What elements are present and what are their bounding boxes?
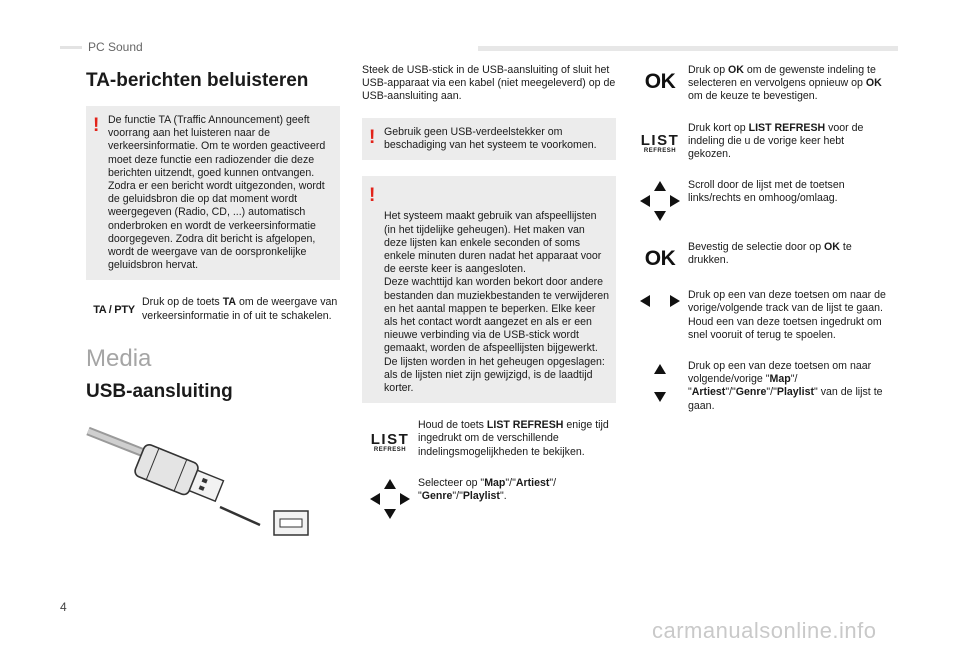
list-refresh-hold-text: Houd de toets LIST REFRESH enige tijd ingedrukt om de verschillende indelingsmogelijkheden te bekijken. [418,419,609,458]
up-down-arrows-icon [632,360,688,404]
scroll-row [632,179,886,223]
warning-exclamation-icon: ! [369,126,376,148]
column-2 [362,64,616,539]
left-right-arrows-icon [632,289,688,309]
left-right-row [632,289,886,342]
four-arrows-icon [632,179,688,223]
list-refresh-short-text: Druk kort op LIST REFRESH voor de indeling die u de vorige keer hebt gekozen. [688,121,864,161]
ok-select-row [632,64,886,104]
header-rule-right [478,46,898,51]
select-row [362,477,616,521]
watermark: carmanualsonline.info [652,618,877,643]
ta-heading: TA-berichten beluisteren [86,70,309,91]
ta-warning-text: De functie TA (Traffic Announcement) geeft voorrang aan het luisteren naar de verkeersinformatie. Om te worden geactiveerd moet deze functie een radiozender die deze berichten uitzendt, goed kunnen ontvangen. Zodra er een bericht wordt uitgezonden, wordt de geluidsbron die op dat moment wordt weergegeven (Radio, CD, ...) automatisch onderbroken en wordt de verkeersinformatie doorgegeven. Zodra dit bericht is afgelopen, wordt de weergave van de oorspronkelijke geluidsbron hervat. [108,114,326,272]
usb-hub-warning-box [362,118,616,160]
list-refresh-short-row [632,122,886,162]
tapty-button-icon: TA / PTY [93,304,135,317]
header-rule-left [60,46,82,49]
ok-select-text: Druk op OK om de gewenste indeling te selecteren en vervolgens opnieuw op OK om de keuze te bevestigen. [688,64,882,103]
playlist-warning-box [362,176,616,403]
confirm-text: Bevestig de selectie door op OK te drukken. [688,241,852,267]
usb-stick-illustration [84,417,324,547]
up-down-row [632,360,886,413]
warning-exclamation-icon: ! [369,185,376,207]
confirm-row [632,241,886,271]
list-refresh-icon: LIST REFRESH [370,431,410,454]
select-text: Selecteer op "Map"/"Artiest"/ "Genre"/"Playlist". [418,476,557,503]
page-number: 4 [60,600,67,614]
list-refresh-icon: LIST REFRESH [640,131,680,154]
section-header: PC Sound [88,40,143,54]
playlist-warning-text: Het systeem maakt gebruik van afspeellijsten (in het tijdelijke geheugen). Het maken van deze lijsten kan enkele seconden of soms enkele minuten duren nadat het apparaat voor de eerste keer is aangesloten. Deze wachttijd kan worden bekort door andere bestanden dan muziekbestanden te verwijderen en het aantal mappen te beperken. Elke keer als het contact wordt aangezet en als er een nieuwe verbinding via de USB-stick wordt gemaakt, worden de afspeellijsten bijgewerkt. De lijsten worden in het geheugen opgeslagen: als de lijsten niet zijn gewijzigd, is de laadtijd korter. [384,210,609,395]
usb-hub-warning-text: Gebruik geen USB-verdeelstekker om beschadiging van het systeem te voorkomen. [384,125,597,151]
column-1 [86,64,340,552]
usb-intro: Steek de USB-stick in de USB-aansluiting of sluit het USB-apparaat via een kabel (niet meegeleverd) op de USB-aansluiting aan. [362,64,616,103]
scroll-text: Scroll door de lijst met de toetsen links/rechts en omhoog/omlaag. [688,179,845,205]
ok-button-icon: OK [644,70,676,93]
warning-exclamation-icon: ! [93,115,100,136]
ta-warning-box [86,106,340,280]
four-arrows-icon [362,477,418,521]
usb-heading: USB-aansluiting [86,380,233,402]
up-down-text: Druk op een van deze toetsen om naar volgende/vorige "Map"/ "Artiest"/"Genre"/"Playlist" van de lijst te gaan. [688,360,883,412]
media-title: Media [86,344,152,372]
ok-button-icon: OK [644,247,676,271]
list-refresh-hold-row [362,419,616,459]
tapty-text: Druk op de toets TA om de weergave van verkeersinformatie in of uit te schakelen. [142,296,338,322]
tapty-row [86,296,340,322]
column-3 [632,64,886,431]
left-right-text: Druk op een van deze toetsen om naar de vorige/volgende track van de lijst te gaan. Houd een van deze toetsen ingedrukt om snel vooruit of terug te spoelen. [688,289,886,341]
